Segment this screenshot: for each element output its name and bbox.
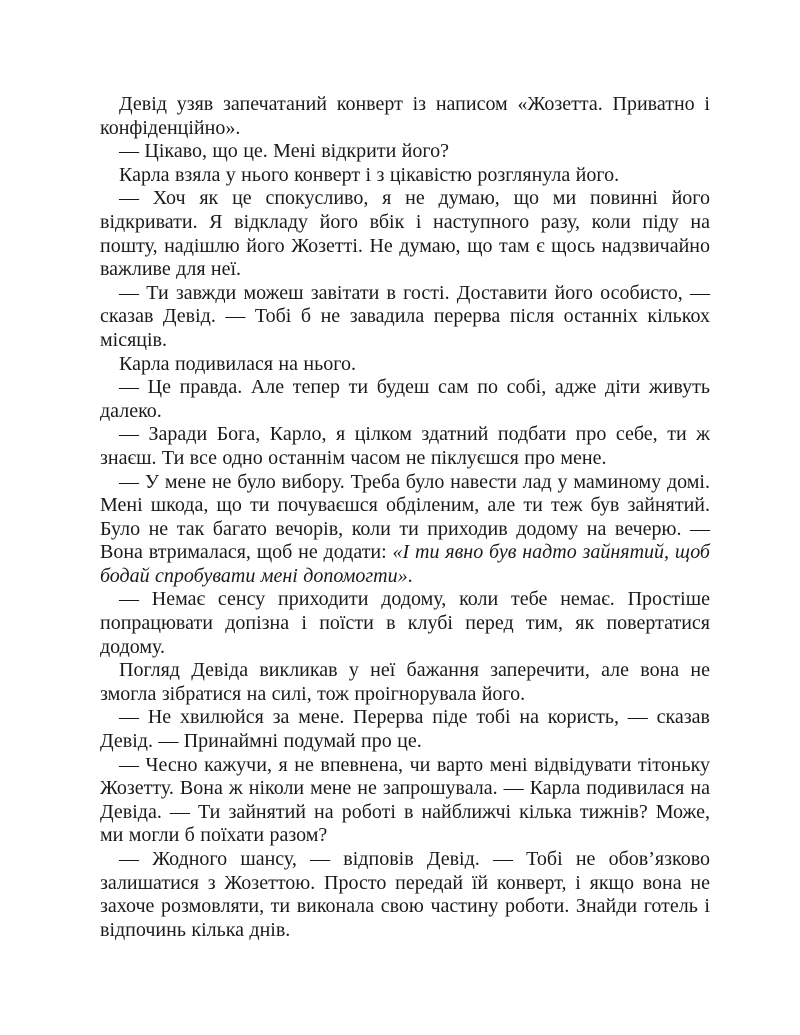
paragraph-text: Карла подивилася на нього.	[119, 352, 356, 375]
paragraph-text: — Це правда. Але тепер ти будеш сам по собі, адже діти живуть далеко.	[100, 376, 710, 422]
paragraph-text: Погляд Девіда викликав у неї бажання заперечити, але вона не змогла зібратися на силі, тож проігнорувала його.	[100, 659, 710, 705]
paragraph-text: — Заради Бога, Карло, я цілком здатний подбати про себе, ти ж знаєш. Ти все одно останнім часом не піклуєшся про мене.	[100, 423, 710, 469]
paragraph	[100, 471, 710, 589]
paragraph	[100, 706, 710, 753]
paragraph-text: — Немає сенсу приходити додому, коли тебе немає. Простіше попрацювати допізна і поїсти в клубі перед тим, як повертатися додому.	[100, 588, 710, 658]
paragraph-text: — У мене не було вибору. Треба було навести лад у маминому домі. Мені шкода, що ти почуваєшся обділеним, але ти теж був зайнятий. Було не так багато вечорів, коли ти приходив додому на вечерю. — Вона втрималася, щоб не додати:	[100, 470, 710, 564]
paragraph	[100, 282, 710, 353]
paragraph-text: — Ти завжди можеш завітати в гості. Доставити його особисто, — сказав Девід. — Тобі б не завадила перерва після останніх кількох місяців.	[100, 281, 710, 351]
paragraph	[100, 659, 710, 706]
paragraph-text: — Чесно кажучи, я не впевнена, чи варто мені відвідувати тітоньку Жозетту. Вона ж ніколи мене не запрошувала. — Карла подивилася на Девіда. — Ти зайнятий на роботі в найближчі кілька тижнів? Може, ми могли б поїхати разом?	[100, 753, 710, 847]
paragraph	[100, 754, 710, 848]
paragraph	[100, 588, 710, 659]
paragraph	[100, 848, 710, 942]
paragraph-text: — Цікаво, що це. Мені відкрити його?	[119, 140, 449, 163]
paragraph	[100, 93, 710, 140]
paragraph-text: Карла взяла у нього конверт і з цікавістю розглянула його.	[119, 163, 620, 186]
paragraph-text: — Не хвилюйся за мене. Перерва піде тобі на користь, — сказав Девід. — Принаймні подумай про це.	[100, 706, 710, 753]
paragraph	[100, 423, 710, 470]
inner-thought-quote: «І ти явно був надто зайнятий, щоб бодай спробувати мені допомогти»	[100, 541, 710, 587]
paragraph	[100, 187, 710, 281]
paragraph-text: Девід узяв запечатаний конверт із написом «Жозетта. Приватно і конфіденційно».	[100, 93, 710, 139]
paragraph	[100, 376, 710, 423]
paragraph	[100, 353, 710, 377]
paragraph-text: — Жодного шансу, — відповів Девід. — Тобі не обов’язково залишатися з Жозеттою. Просто передай їй конверт, і якщо вона не захоче розмовляти, ти виконала свою частину роботи. Знайди готель і відпочинь кілька днів.	[100, 848, 710, 941]
paragraph	[100, 140, 710, 164]
paragraph-text: — Хоч як це спокусливо, я не думаю, що ми повинні його відкривати. Я відкладу його вбік і наступного разу, коли піду на пошту, надішлю його Жозетті. Не думаю, що там є щось надзвичайно важливе для неї.	[100, 187, 710, 281]
paragraph-text: .	[407, 564, 413, 587]
paragraph	[100, 164, 710, 188]
